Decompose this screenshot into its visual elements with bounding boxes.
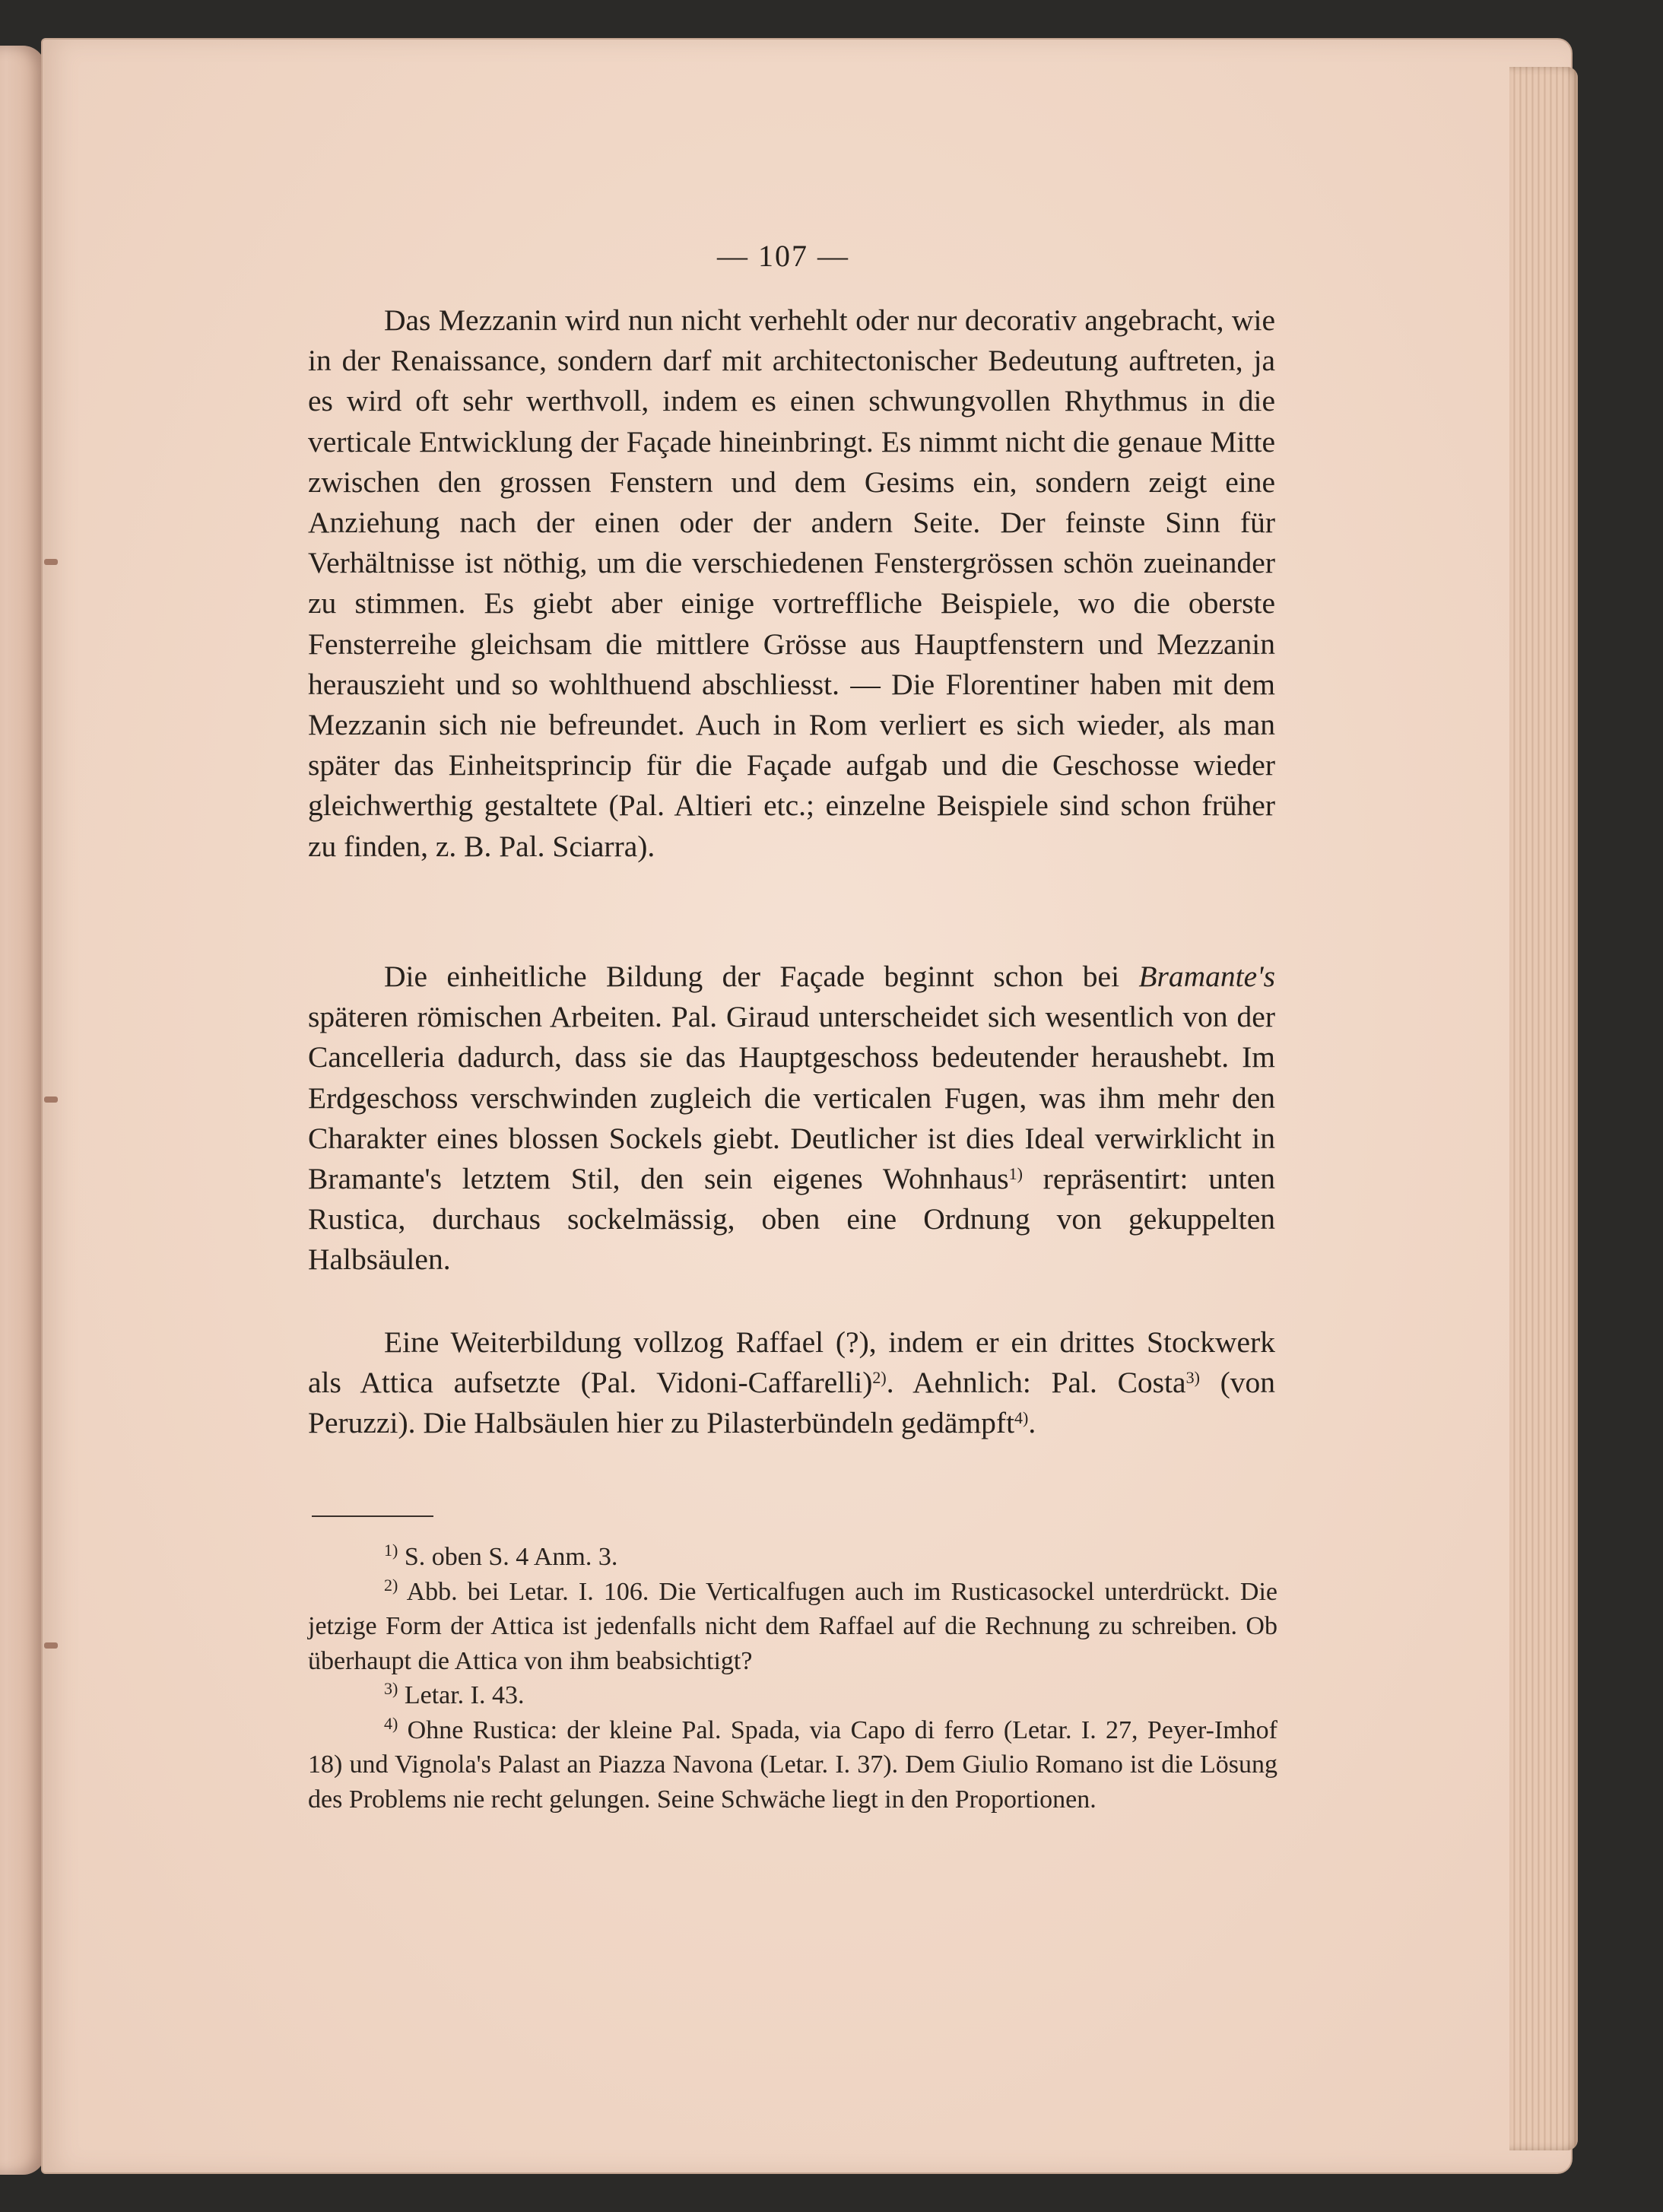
paragraph-1: [308, 300, 1275, 867]
footnote-text: Letar. I. 43.: [398, 1681, 525, 1709]
footnote-ref: 1): [1008, 1164, 1023, 1184]
page-number: — 107 —: [717, 239, 849, 273]
footnote-ref: 2): [872, 1368, 887, 1388]
footnote-text: Ohne Rustica: der kleine Pal. Spada, via Capo di ferro (Letar. I. 27, Peyer-Imhof 18) und Vignola's Palast an Piazza Navona (Letar. I. 37). Dem Giulio Romano ist die Lösung des Problems nie recht gelungen. Seine Schwäche liegt in den Proportionen.: [308, 1715, 1277, 1814]
footnotes: [308, 1540, 1277, 1817]
footnote-rule: [312, 1515, 433, 1517]
footnote-mark: 2): [384, 1575, 398, 1595]
italic-name: Bramante's: [1138, 960, 1275, 993]
paragraph-text: . Aehnlich: Pal. Costa: [886, 1366, 1186, 1400]
footnote-ref: 3): [1185, 1368, 1200, 1388]
footnote-3: [308, 1678, 1277, 1713]
footnote-mark: 3): [384, 1679, 398, 1698]
paragraph-text: Die einheitliche Bildung der Façade beginnt schon bei: [384, 960, 1139, 993]
footnote-mark: 1): [384, 1541, 398, 1560]
footnote-text: S. oben S. 4 Anm. 3.: [398, 1543, 618, 1571]
footnote-4: [308, 1713, 1277, 1817]
paragraph-text: späteren römischen Arbeiten. Pal. Giraud unterscheidet sich wesentlich von der Cancelleria dadurch, dass sie das Hauptgeschoss bedeutender heraushebt. Im Erdgeschoss verschwinden zugleich die verticalen Fugen, was ihm mehr den Charakter eines blossen Sockels giebt. Deutlicher ist dies Ideal verwirklicht in Bramante's letztem Stil, den sein eigenes Wohnhaus: [308, 1000, 1275, 1196]
paragraph-3: [308, 1322, 1275, 1444]
footnote-ref: 4): [1014, 1408, 1029, 1428]
paragraph-text: .: [1028, 1406, 1036, 1440]
paragraph-text: (von Peruzzi). Die Halbsäulen hier zu Pilasterbündeln gedämpft: [308, 1366, 1275, 1440]
paragraph-text: Das Mezzanin wird nun nicht verhehlt oder nur decorativ angebracht, wie in der Renaissance, sondern darf mit architectonischer Bedeutung auftreten, ja es wird oft sehr werthvoll, indem es einen schwungvollen Rhythmus in die verticale Entwicklung der Façade hineinbringt. Es nimmt nicht die genaue Mitte zwischen den grossen Fenstern und dem Gesims ein, sondern zeigt eine Anziehung nach der einen oder der andern Seite. Der feinste Sinn für Verhältnisse ist nöthig, um die verschiedenen Fenstergrössen schön zueinander zu stimmen. Es giebt aber einige vortreffliche Beispiele, wo die oberste Fensterreihe gleichsam die mittlere Grösse aus Hauptfenstern und Mezzanin herauszieht und so wohlthuend abschliesst. — Die Florentiner haben mit dem Mezzanin sich nie befreundet. Auch in Rom verliert es sich wieder, als man später das Einheitsprincip für die Façade aufgab und die Geschosse wieder gleichwerthig gestaltete (Pal. Altieri etc.; einzelne Beispiele sind schon früher zu finden, z. B. Pal. Sciarra).: [308, 303, 1275, 863]
paragraph-2: [308, 957, 1275, 1281]
footnote-2: [308, 1575, 1277, 1679]
footnote-text: Abb. bei Letar. I. 106. Die Verticalfugen auch im Rusticasockel unterdrückt. Die jetzige Form der Attica ist jedenfalls nicht dem Raffael auf die Rechnung zu schreiben. Ob überhaupt die Attica von ihm beabsichtigt?: [308, 1577, 1277, 1675]
paragraph-text: repräsentirt: unten Rustica, durchaus sockelmässig, oben eine Ordnung von gekuppelten Halbsäulen.: [308, 1162, 1275, 1277]
footnote-mark: 4): [384, 1713, 398, 1733]
footnote-1: [308, 1540, 1277, 1575]
paragraph-text: Eine Weiterbildung vollzog Raffael (?), indem er ein drittes Stockwerk als Attica aufsetzte (Pal. Vidoni-Caffarelli): [308, 1325, 1275, 1400]
